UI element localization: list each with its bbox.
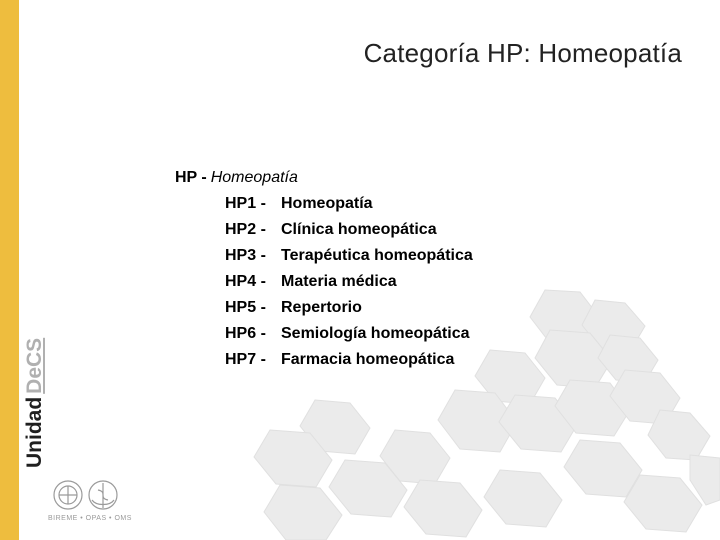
list-item	[225, 217, 473, 243]
category-code: HP -	[175, 169, 207, 186]
list-item	[225, 243, 473, 269]
item-name: Materia médica	[281, 273, 397, 290]
item-code: HP6 -	[225, 325, 266, 342]
item-name: Repertorio	[281, 299, 362, 316]
list-item	[225, 347, 473, 373]
item-code: HP3 -	[225, 247, 266, 264]
footer-organizations: BIREME • OPAS • OMS	[48, 515, 132, 522]
item-name: Farmacia homeopática	[281, 351, 455, 368]
page-title: Categoría HP: Homeopatía	[363, 38, 682, 68]
list-item	[225, 321, 473, 347]
paho-emblem-icon	[54, 481, 82, 509]
who-emblem-icon	[89, 481, 117, 509]
list-item	[225, 191, 473, 217]
item-code: HP2 -	[225, 221, 266, 238]
item-code: HP7 -	[225, 351, 266, 368]
item-name: Clínica homeopática	[281, 221, 437, 238]
category-name: Homeopatía	[210, 169, 298, 186]
list-item	[225, 269, 473, 295]
category-list	[175, 165, 473, 373]
unit-brand-label	[22, 296, 48, 468]
item-name: Homeopatía	[281, 195, 373, 212]
brand-prefix: Unidad	[23, 396, 46, 468]
brand-decs-link[interactable]: DeCS	[23, 337, 46, 394]
item-code: HP5 -	[225, 299, 266, 316]
item-name: Semiología homeopática	[281, 325, 470, 342]
item-name: Terapéutica homeopática	[281, 247, 473, 264]
left-accent-bar	[0, 0, 19, 540]
category-heading	[175, 165, 473, 191]
item-code: HP4 -	[225, 273, 266, 290]
list-item	[225, 295, 473, 321]
item-code: HP1 -	[225, 195, 266, 212]
